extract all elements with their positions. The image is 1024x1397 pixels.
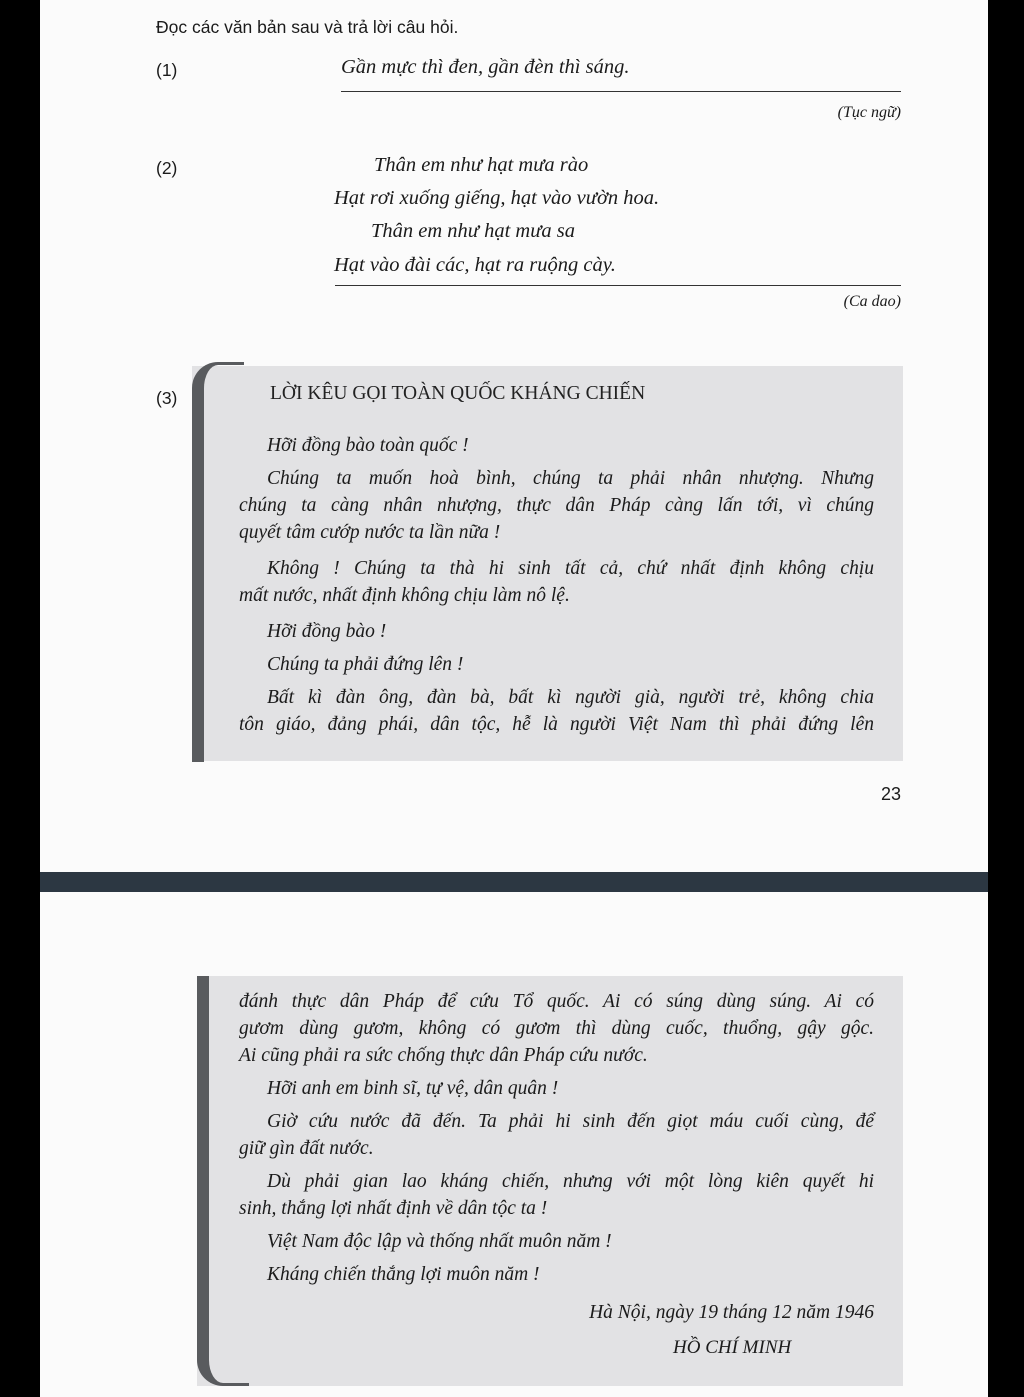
text1-label: (1) xyxy=(156,60,178,80)
text1-rule xyxy=(341,91,901,92)
instruction: Đọc các văn bản sau và trả lời câu hỏi. xyxy=(156,17,459,37)
speech-line: gươm dùng gươm, không có gươm thì dùng cuốc, thuổng, gậy gộc. xyxy=(239,1018,874,1039)
speech-line: Dù phải gian lao kháng chiến, nhưng với một lòng kiên quyết hi xyxy=(267,1171,874,1192)
page-24 xyxy=(40,892,988,1397)
date-place: Hà Nội, ngày 19 tháng 12 năm 1946 xyxy=(589,1302,874,1323)
poem-line: Hạt vào đài các, hạt ra ruộng cày. xyxy=(334,254,616,276)
speech-part2 xyxy=(239,988,874,1288)
speech-line: chúng ta càng nhân nhượng, thực dân Pháp càng lấn tới, vì chúng xyxy=(239,495,874,516)
speech-line: giữ gìn đất nước. xyxy=(239,1138,374,1159)
text2-source: (Ca dao) xyxy=(843,293,901,310)
speech-line: Bất kì đàn ông, đàn bà, bất kì người già, người trẻ, không chia xyxy=(267,687,874,708)
poem-line: Hạt rơi xuống giếng, hạt vào vườn hoa. xyxy=(334,187,660,209)
page-divider xyxy=(40,872,988,892)
text3-label: (3) xyxy=(156,388,178,408)
speech-line: Việt Nam độc lập và thống nhất muôn năm ! xyxy=(267,1231,612,1252)
speech-line: Hỡi đồng bào ! xyxy=(267,621,387,642)
text1-source: (Tục ngữ) xyxy=(837,104,901,121)
text2-label: (2) xyxy=(156,158,178,178)
speech-line: Chúng ta phải đứng lên ! xyxy=(267,654,464,675)
speech-line: mất nước, nhất định không chịu làm nô lệ. xyxy=(239,585,570,606)
speech-line: đánh thực dân Pháp để cứu Tổ quốc. Ai có súng dùng súng. Ai có xyxy=(239,991,874,1012)
text2-rule xyxy=(335,285,901,286)
speech-line: quyết tâm cướp nước ta lần nữa ! xyxy=(239,522,501,543)
speech-line: Giờ cứu nước đã đến. Ta phải hi sinh đến giọt máu cuối cùng, để xyxy=(267,1111,874,1132)
speech-part1 xyxy=(239,432,874,738)
speech-line: Hỡi đồng bào toàn quốc ! xyxy=(267,435,469,456)
poem-line: Thân em như hạt mưa rào xyxy=(374,154,589,176)
poem-line: Thân em như hạt mưa sa xyxy=(371,220,576,242)
box-bracket xyxy=(192,362,244,762)
author-signature: HỒ CHÍ MINH xyxy=(673,1337,792,1358)
speech-title: LỜI KÊU GỌI TOÀN QUỐC KHÁNG CHIẾN xyxy=(270,383,646,404)
speech-line: Ai cũng phải ra sức chống thực dân Pháp cứu nước. xyxy=(239,1045,648,1066)
speech-line: Chúng ta muốn hoà bình, chúng ta phải nhân nhượng. Nhưng xyxy=(267,468,874,489)
speech-line: Kháng chiến thắng lợi muôn năm ! xyxy=(267,1264,540,1285)
speech-line: tôn giáo, đảng phái, dân tộc, hễ là người Việt Nam thì phải đứng lên xyxy=(239,714,874,735)
page-number: 23 xyxy=(880,784,901,804)
speech-line: Không ! Chúng ta thà hi sinh tất cả, chứ nhất định không chịu xyxy=(267,558,874,579)
speech-line: Hỡi anh em binh sĩ, tự vệ, dân quân ! xyxy=(267,1078,559,1099)
page-23 xyxy=(40,0,988,872)
text1-proverb: Gần mực thì đen, gần đèn thì sáng. xyxy=(341,56,630,78)
speech-line: sinh, thắng lợi nhất định về dân tộc ta ! xyxy=(239,1198,548,1219)
